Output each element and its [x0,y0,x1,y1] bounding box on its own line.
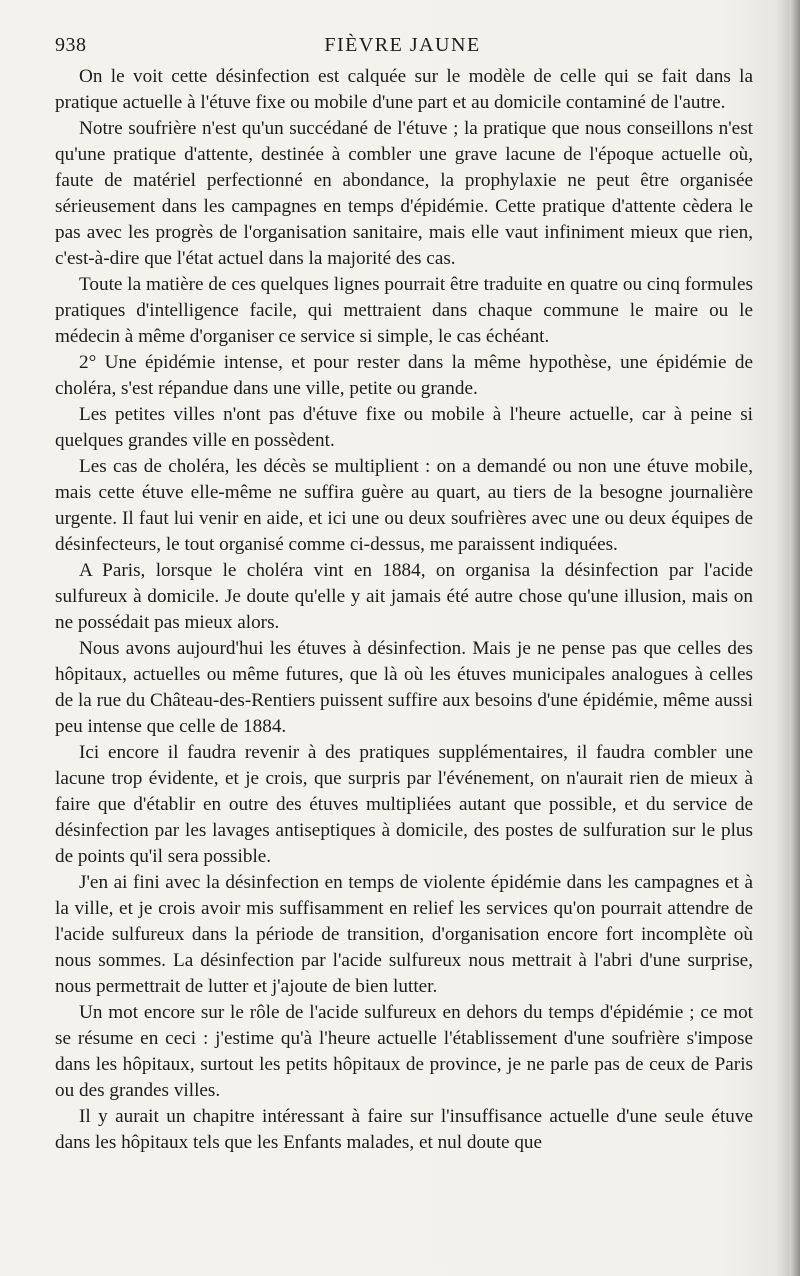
paragraph: Notre soufrière n'est qu'un succédané de l'étuve ; la pratique que nous conseillons n'est qu'une pratique d'attente, destinée à combler une grave lacune de l'époque actuelle où, faute de matériel perfectionné en abondance, la prophylaxie ne peut être organisée sérieusement dans les campagnes en temps d'épidémie. Cette pratique d'attente cèdera le pas avec les progrès de l'organisation sanitaire, mais elle vaut infiniment mieux que rien, c'est-à-dire que l'état actuel dans la majorité des cas. [55,118,753,269]
page-number: 938 [55,34,87,56]
page-edge-shadow [790,0,800,1276]
page-header [55,34,750,64]
paragraph: J'en ai fini avec la désinfection en temps de violente épidémie dans les campagnes et à la ville, et je crois avoir mis suffisamment en relief les services qu'on pourrait attendre de l'acide sulfureux dans la période de transition, d'organisation encore fort incomplète où nous sommes. La désinfection par l'acide sulfureux nous mettrait à l'abri d'une surprise, nous permettrait de lutter et j'ajoute de bien lutter. [55,872,753,997]
paragraph: Nous avons aujourd'hui les étuves à désinfection. Mais je ne pense pas que celles des hôpitaux, actuelles ou même futures, que là où les étuves municipales analogues à celles de la rue du Château-des-Rentiers puissent suffire aux besoins d'une épidémie, même aussi peu intense que celle de 1884. [55,638,753,737]
paragraph: Les cas de choléra, les décès se multiplient : on a demandé ou non une étuve mobile, mais cette étuve elle-même ne suffira guère au quart, au tiers de la besogne journalière urgente. Il faut lui venir en aide, et ici une ou deux soufrières avec une ou deux équipes de désinfecteurs, le tout organisé comme ci-dessus, me paraissent indiquées. [55,456,753,555]
paragraph: Il y aurait un chapitre intéressant à faire sur l'insuffisance actuelle d'une seule étuve dans les hôpitaux tels que les Enfants malades, et nul doute que [55,1106,753,1153]
paragraph: Un mot encore sur le rôle de l'acide sulfureux en dehors du temps d'épidémie ; ce mot se résume en ceci : j'estime qu'à l'heure actuelle l'établissement d'une soufrière s'impose dans les hôpitaux, surtout les petits hôpitaux de province, je ne parle pas de ceux de Paris ou des grandes villes. [55,1002,753,1101]
paragraph: 2° Une épidémie intense, et pour rester dans la même hypothèse, une épidémie de choléra, s'est répandue dans une ville, petite ou grande. [55,352,753,399]
paragraph: Ici encore il faudra revenir à des pratiques supplémentaires, il faudra combler une lacune trop évidente, et je crois, que surpris par l'événement, on n'aurait rien de mieux à faire que d'établir en outre des étuves multipliées autant que possible, et du service de désinfection par les lavages antiseptiques à domicile, des postes de sulfuration sur le plus de points qu'il sera possible. [55,742,753,867]
paragraph: Les petites villes n'ont pas d'étuve fixe ou mobile à l'heure actuelle, car à peine si quelques grandes ville en possèdent. [55,404,753,451]
paragraph: Toute la matière de ces quelques lignes pourrait être traduite en quatre ou cinq formules pratiques d'intelligence facile, qui mettraient dans chaque commune le maire ou le médecin à même d'organiser ce service si simple, le cas échéant. [55,274,753,347]
paragraph: A Paris, lorsque le choléra vint en 1884, on organisa la désinfection par l'acide sulfureux à domicile. Je doute qu'elle y ait jamais été autre chose qu'une illusion, mais on ne possédait pas mieux alors. [55,560,753,633]
paragraph: On le voit cette désinfection est calquée sur le modèle de celle qui se fait dans la pratique actuelle à l'étuve fixe ou mobile d'une part et au domicile contaminé de l'autre. [55,66,753,113]
body-text [55,64,753,1156]
running-title: FIÈVRE JAUNE [324,34,481,56]
